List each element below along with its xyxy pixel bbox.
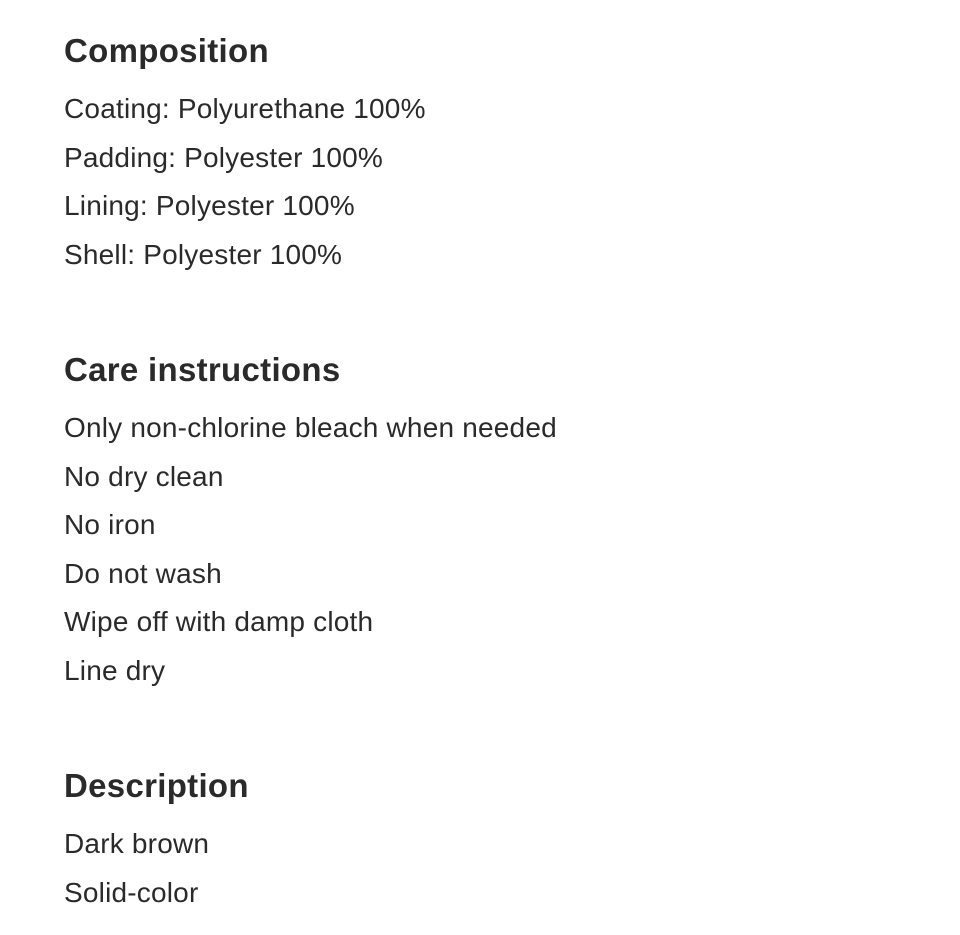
- composition-section: [64, 30, 920, 279]
- composition-line-shell: Shell: Polyester 100%: [64, 238, 343, 270]
- care-instructions-heading: Care instructions: [64, 351, 341, 388]
- care-line-line-dry: Line dry: [64, 654, 166, 686]
- composition-line-coating: Coating: Polyurethane 100%: [64, 93, 426, 124]
- composition-line-lining: Lining: Polyester 100%: [64, 190, 355, 221]
- composition-heading: Composition: [64, 32, 269, 69]
- description-line-pattern: Solid-color: [64, 876, 199, 908]
- composition-line-padding: Padding: Polyester 100%: [64, 141, 384, 173]
- description-section: [64, 765, 920, 917]
- care-line-dry-clean: No dry clean: [64, 460, 224, 492]
- care-line-bleach: Only non-chlorine bleach when needed: [64, 412, 557, 443]
- care-instructions-section: [64, 349, 920, 695]
- care-line-iron: No iron: [64, 509, 156, 540]
- care-line-wash: Do not wash: [64, 557, 222, 589]
- description-line-color: Dark brown: [64, 828, 210, 859]
- description-heading: Description: [64, 767, 249, 804]
- care-line-wipe: Wipe off with damp cloth: [64, 606, 374, 637]
